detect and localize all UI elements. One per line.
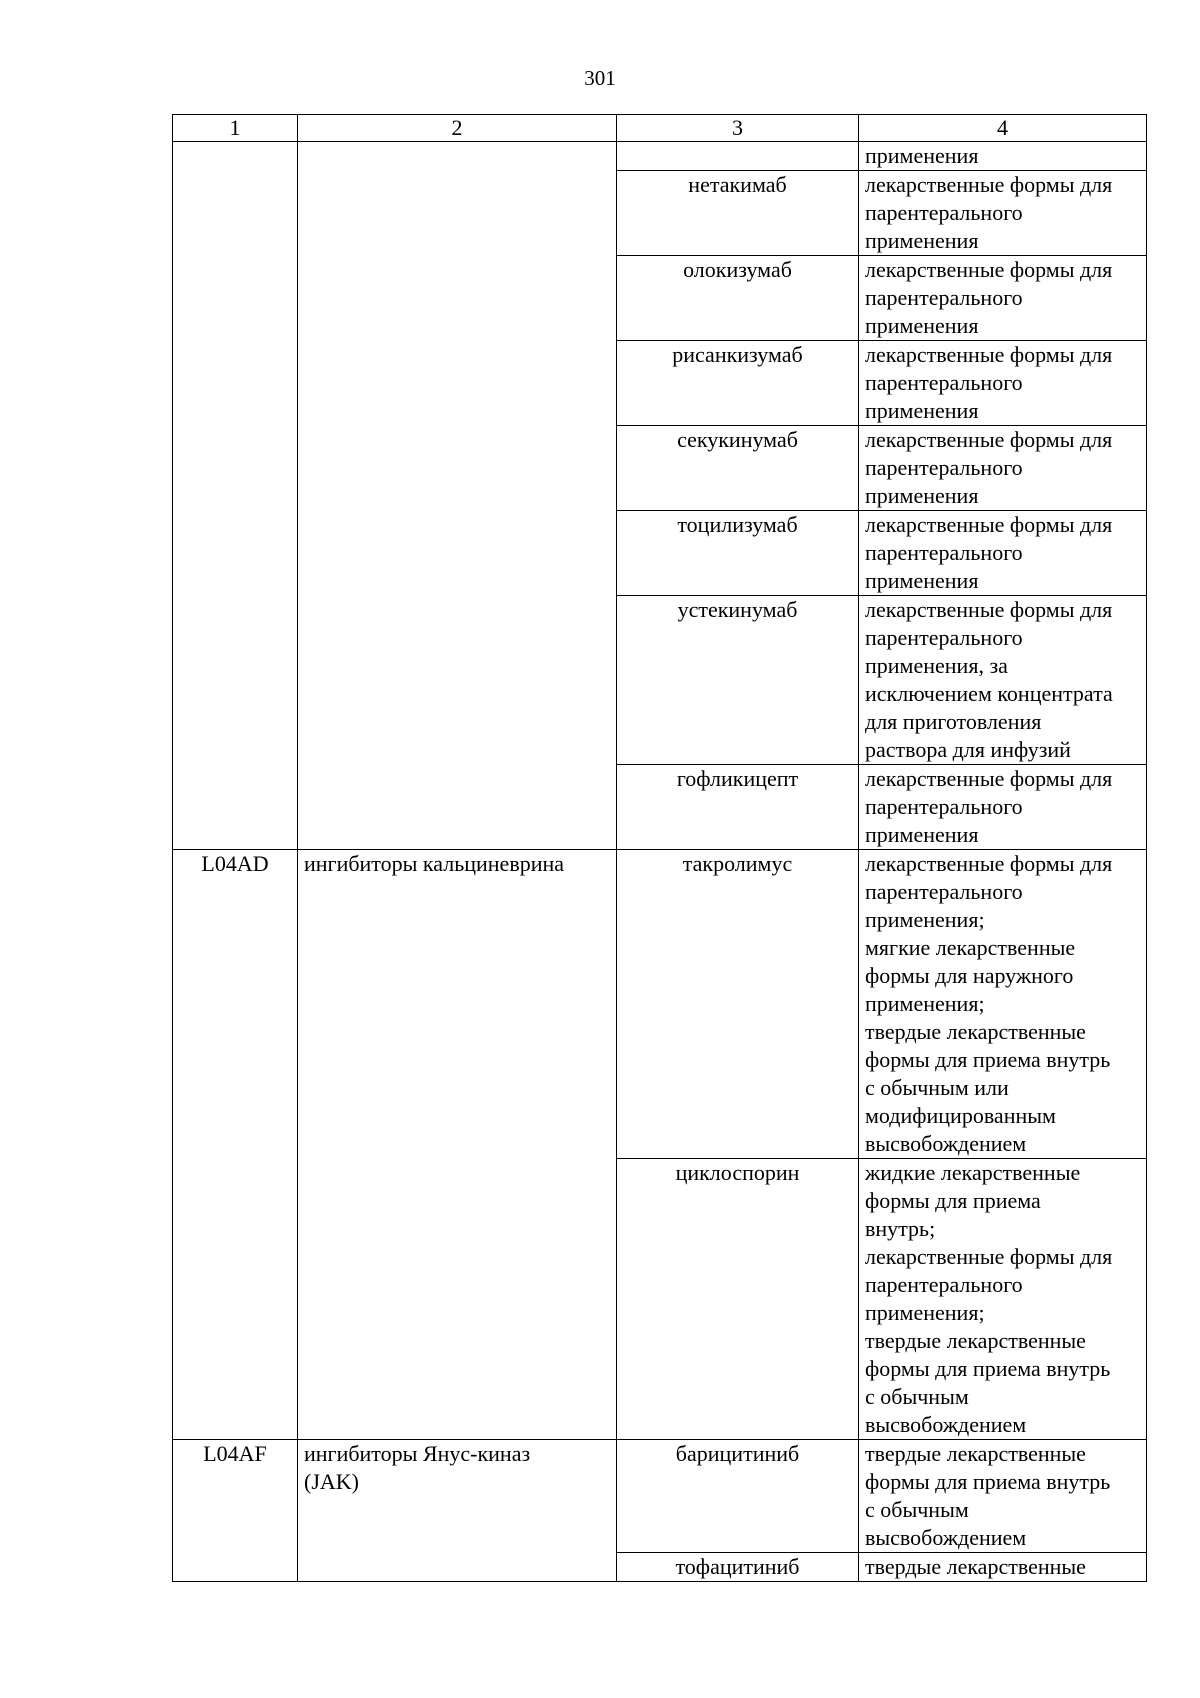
drug-name-cell: тоцилизумаб	[617, 511, 859, 596]
group-name-cell: ингибиторы Янус-киназ (JAK)	[298, 1440, 617, 1582]
dosage-form-cell: лекарственные формы для парентерального применения	[859, 511, 1147, 596]
dosage-form-cell: лекарственные формы для парентерального применения	[859, 426, 1147, 511]
page-number: 301	[584, 66, 616, 90]
drug-name-cell: устекинумаб	[617, 596, 859, 765]
dosage-form-cell: твердые лекарственные	[859, 1553, 1147, 1582]
atc-code-cell: L04AD	[173, 850, 298, 1440]
dosage-form-cell: лекарственные формы для парентерального применения	[859, 256, 1147, 341]
drug-name-cell: гофликицепт	[617, 765, 859, 850]
group-name-cell	[298, 142, 617, 850]
header-row	[173, 115, 1147, 142]
dosage-form-cell: применения	[859, 142, 1147, 171]
drug-table	[172, 114, 1147, 1582]
drug-name-cell: рисанкизумаб	[617, 341, 859, 426]
dosage-form-cell: лекарственные формы для парентерального применения, за исключением концентрата для приготовления раствора для инфузий	[859, 596, 1147, 765]
drug-name-cell: циклоспорин	[617, 1159, 859, 1440]
drug-name-cell	[617, 142, 859, 171]
header-col-2: 2	[298, 115, 617, 142]
table-row	[173, 850, 1147, 1159]
atc-code-cell	[173, 142, 298, 850]
dosage-form-cell: лекарственные формы для парентерального применения	[859, 171, 1147, 256]
drug-name-cell: нетакимаб	[617, 171, 859, 256]
header-col-1: 1	[173, 115, 298, 142]
table-row	[173, 142, 1147, 171]
drug-name-cell: такролимус	[617, 850, 859, 1159]
atc-code-cell: L04AF	[173, 1440, 298, 1582]
header-col-4: 4	[859, 115, 1147, 142]
drug-name-cell: тофацитиниб	[617, 1553, 859, 1582]
drug-name-cell: секукинумаб	[617, 426, 859, 511]
drug-name-cell: барицитиниб	[617, 1440, 859, 1553]
table-row	[173, 1440, 1147, 1553]
group-name-cell: ингибиторы кальциневрина	[298, 850, 617, 1440]
dosage-form-cell: лекарственные формы для парентерального применения; мягкие лекарственные формы для наружного применения; твердые лекарственные формы для приема внутрь с обычным или модифицированным высвобождением	[859, 850, 1147, 1159]
dosage-form-cell: лекарственные формы для парентерального применения	[859, 341, 1147, 426]
drug-name-cell: олокизумаб	[617, 256, 859, 341]
dosage-form-cell: твердые лекарственные формы для приема внутрь с обычным высвобождением	[859, 1440, 1147, 1553]
header-col-3: 3	[617, 115, 859, 142]
dosage-form-cell: жидкие лекарственные формы для приема внутрь; лекарственные формы для парентерального применения; твердые лекарственные формы для приема внутрь с обычным высвобождением	[859, 1159, 1147, 1440]
dosage-form-cell: лекарственные формы для парентерального применения	[859, 765, 1147, 850]
